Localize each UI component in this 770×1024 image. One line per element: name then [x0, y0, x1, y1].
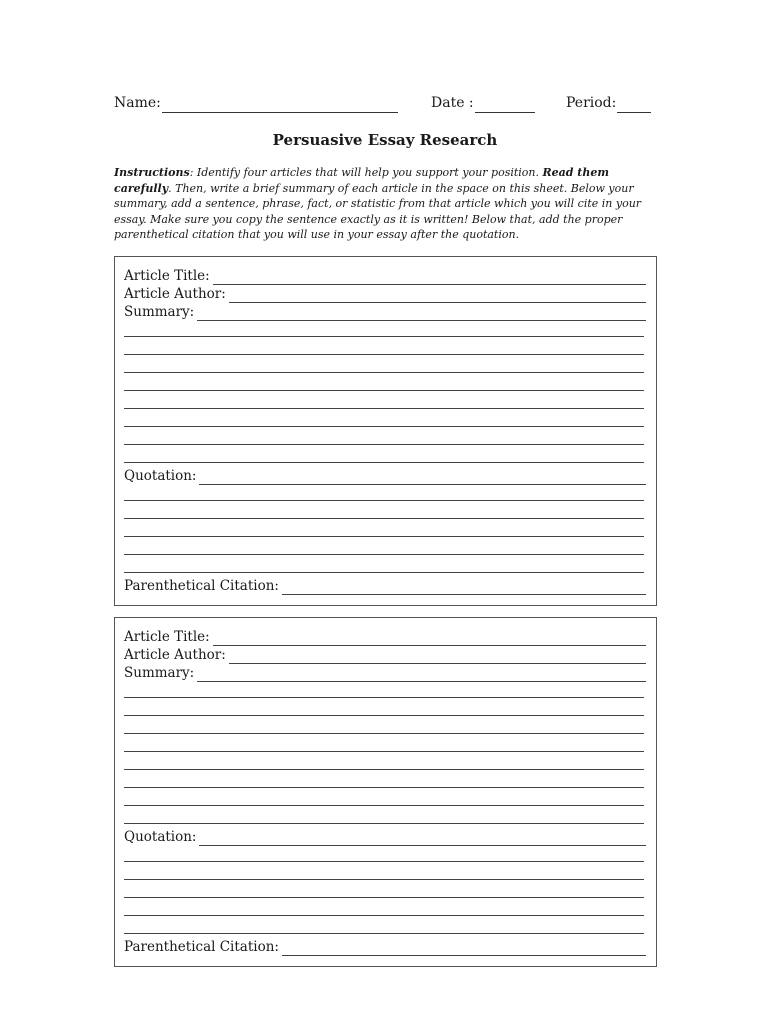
citation-label: Parenthetical Citation:: [124, 578, 279, 594]
summary-line[interactable]: [124, 697, 644, 698]
summary-line[interactable]: [124, 787, 644, 788]
article-title-field[interactable]: [213, 270, 646, 285]
period-label: Period:: [566, 95, 617, 111]
summary-line[interactable]: [124, 715, 644, 716]
period-field-group: [566, 93, 651, 113]
quotation-line[interactable]: [124, 500, 644, 501]
quotation-line[interactable]: [124, 861, 644, 862]
summary-line[interactable]: [124, 336, 644, 337]
date-field-group: [431, 93, 535, 113]
citation-field[interactable]: [282, 580, 646, 595]
summary-row: [124, 664, 646, 682]
instructions-lead: Instructions: [114, 166, 190, 179]
summary-label: Summary:: [124, 665, 195, 681]
article-author-label: Article Author:: [124, 286, 226, 302]
article-title-row: [124, 628, 646, 646]
summary-line[interactable]: [124, 751, 644, 752]
summary-line[interactable]: [124, 372, 644, 373]
summary-line[interactable]: [124, 462, 644, 463]
summary-line[interactable]: [124, 390, 644, 391]
article-author-label: Article Author:: [124, 647, 226, 663]
quotation-row: [124, 828, 646, 846]
summary-line[interactable]: [124, 426, 644, 427]
article-author-row: [124, 646, 646, 664]
citation-field[interactable]: [282, 941, 646, 956]
article-title-label: Article Title:: [124, 629, 210, 645]
period-field[interactable]: [617, 97, 651, 113]
name-field[interactable]: [162, 97, 398, 113]
summary-line[interactable]: [124, 444, 644, 445]
name-field-group: [114, 93, 398, 113]
quotation-field[interactable]: [199, 470, 646, 485]
quotation-row: [124, 467, 646, 485]
quotation-field[interactable]: [199, 831, 646, 846]
name-label: Name:: [114, 95, 161, 111]
article-title-field[interactable]: [213, 631, 646, 646]
quotation-line[interactable]: [124, 915, 644, 916]
page-title: Persuasive Essay Research: [272, 131, 498, 149]
date-field[interactable]: [475, 97, 535, 113]
summary-line[interactable]: [124, 408, 644, 409]
summary-line[interactable]: [124, 769, 644, 770]
summary-label: Summary:: [124, 304, 195, 320]
summary-row: [124, 303, 646, 321]
citation-row: [124, 938, 646, 956]
article-title-row: [124, 267, 646, 285]
summary-line[interactable]: [124, 823, 644, 824]
instructions: [114, 165, 662, 243]
article-box-1: [114, 256, 657, 606]
date-label: Date :: [431, 95, 474, 111]
summary-line[interactable]: [124, 805, 644, 806]
quotation-line[interactable]: [124, 518, 644, 519]
article-author-field[interactable]: [229, 288, 646, 303]
quotation-line[interactable]: [124, 879, 644, 880]
summary-field[interactable]: [197, 667, 646, 682]
article-author-row: [124, 285, 646, 303]
summary-field[interactable]: [197, 306, 646, 321]
quotation-line[interactable]: [124, 572, 644, 573]
quotation-label: Quotation:: [124, 468, 197, 484]
article-title-label: Article Title:: [124, 268, 210, 284]
summary-line[interactable]: [124, 354, 644, 355]
quotation-line[interactable]: [124, 897, 644, 898]
quotation-line[interactable]: [124, 536, 644, 537]
quotation-label: Quotation:: [124, 829, 197, 845]
citation-row: [124, 577, 646, 595]
summary-line[interactable]: [124, 733, 644, 734]
instructions-text-2: . Then, write a brief summary of each article in the space on this sheet. Below your summary, add a sentence, phrase, fact, or statistic from that article which you will cite in your essay. Make sure you copy the sentence exactly as it is written! Below that, add the proper parenthetical citation that you will use in your essay after the quotation.: [114, 181, 642, 241]
instructions-emphasis: Read them carefully: [114, 166, 610, 195]
citation-label: Parenthetical Citation:: [124, 939, 279, 955]
quotation-line[interactable]: [124, 554, 644, 555]
article-author-field[interactable]: [229, 649, 646, 664]
quotation-line[interactable]: [124, 933, 644, 934]
student-header: [114, 93, 674, 113]
article-box-2: [114, 617, 657, 967]
instructions-text-1: : Identify four articles that will help you support your position.: [189, 166, 543, 179]
